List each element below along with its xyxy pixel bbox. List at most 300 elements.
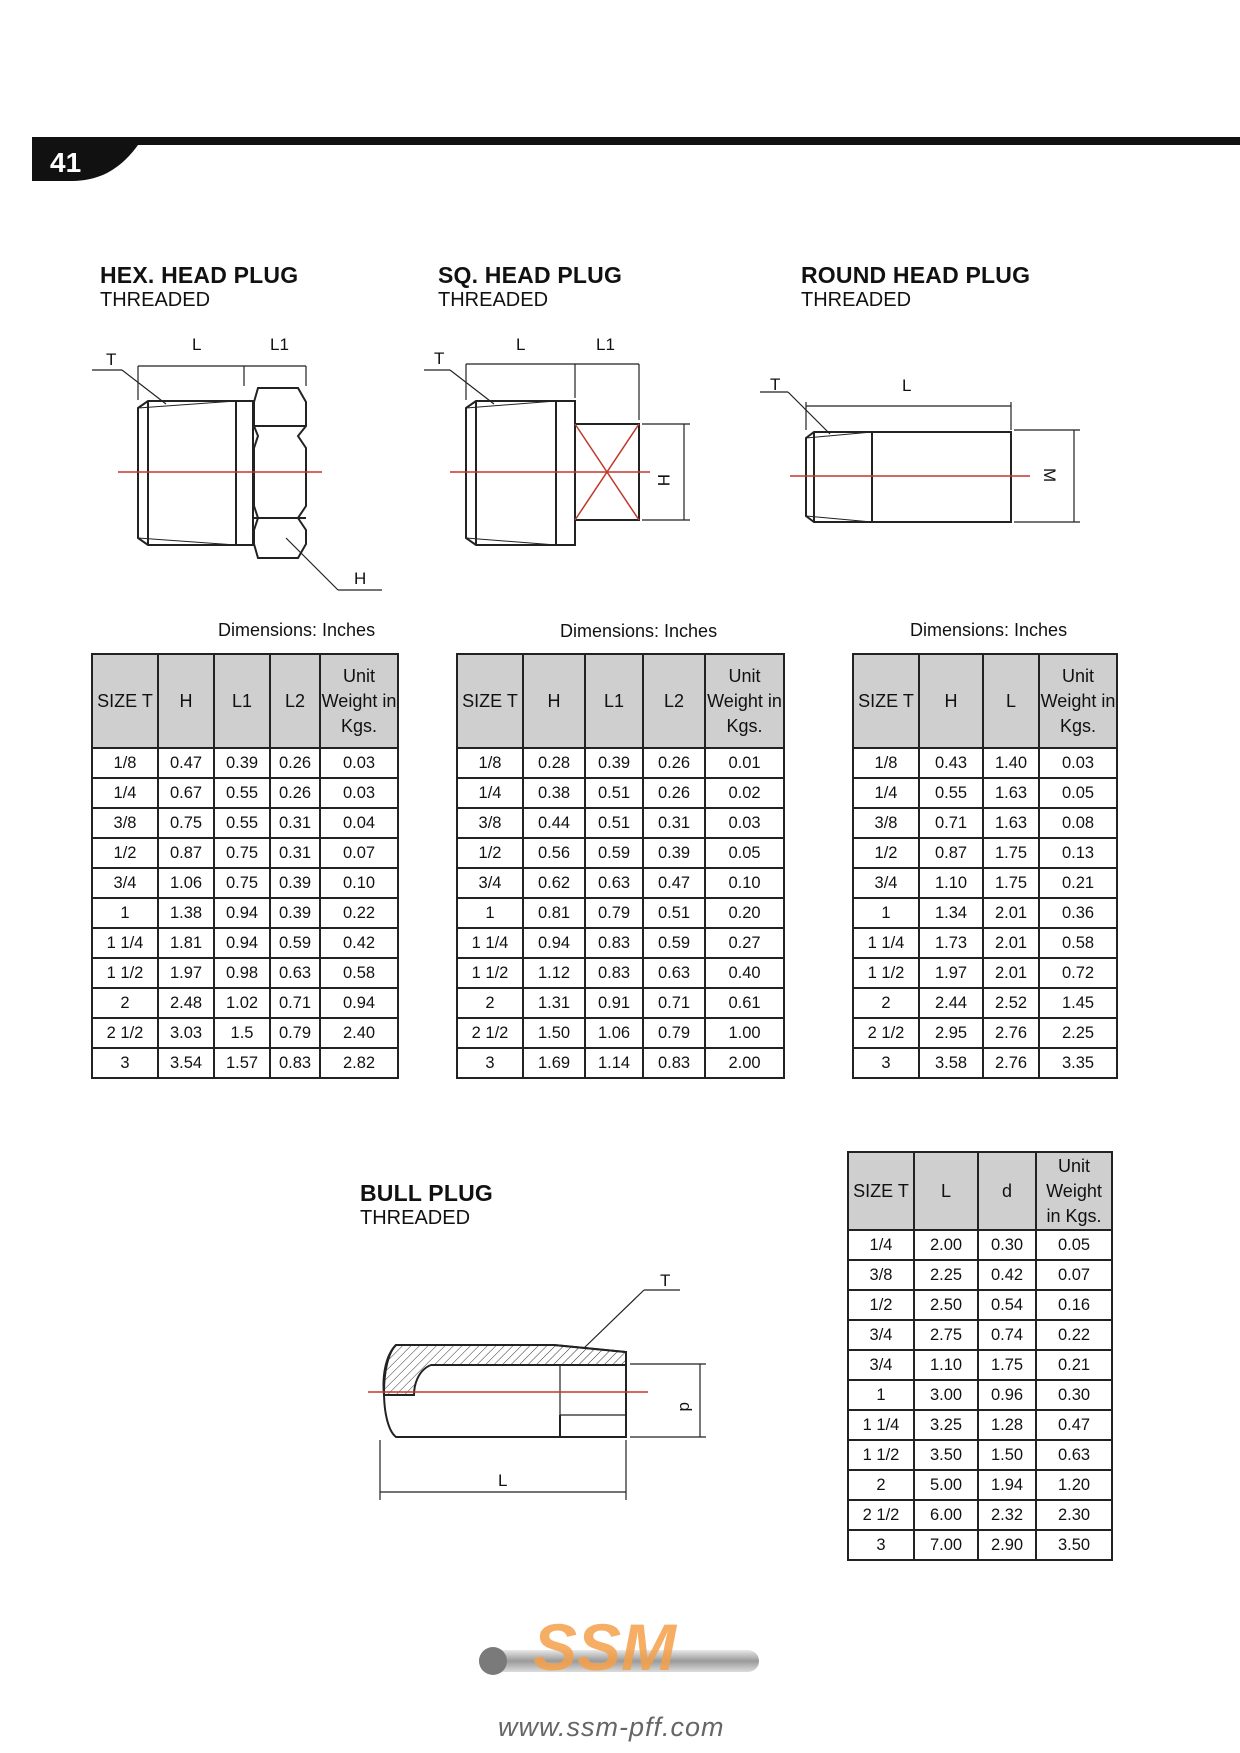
hex-table-cell: 0.39 <box>270 868 320 898</box>
sq-table-cell: 3/4 <box>457 868 523 898</box>
round-plug-table <box>852 653 1118 1079</box>
bull-table-cell: 3.25 <box>914 1410 978 1440</box>
bull-plug-table <box>847 1151 1113 1561</box>
round-col-h: H <box>919 654 983 748</box>
sq-table-body <box>457 748 784 1078</box>
hex-table-cell: 0.63 <box>270 958 320 988</box>
hex-table-cell: 0.87 <box>158 838 214 868</box>
bull-table-row <box>848 1320 1112 1350</box>
round-t-label: T <box>770 375 781 394</box>
hex-l-label: L <box>192 335 202 354</box>
round-col-weight: Unit Weight in Kgs. <box>1039 654 1117 748</box>
hex-table-cell: 0.03 <box>320 748 398 778</box>
round-table-cell: 0.87 <box>919 838 983 868</box>
sq-table-cell: 0.26 <box>643 778 705 808</box>
round-table-cell: 2.52 <box>983 988 1039 1018</box>
hex-table-cell: 3/4 <box>92 868 158 898</box>
round-table-cell: 3.58 <box>919 1048 983 1078</box>
round-table-body <box>853 748 1117 1078</box>
ssm-logo-text: SSM <box>533 1610 677 1684</box>
hex-table-cell: 1.81 <box>158 928 214 958</box>
sq-col-l1: L1 <box>585 654 643 748</box>
sq-table-cell: 0.28 <box>523 748 585 778</box>
round-table-row <box>853 988 1117 1018</box>
bull-table-row <box>848 1290 1112 1320</box>
hex-table-cell: 1/4 <box>92 778 158 808</box>
round-table-cell: 1/8 <box>853 748 919 778</box>
round-table-cell: 1.73 <box>919 928 983 958</box>
bull-table-row <box>848 1380 1112 1410</box>
sq-table-cell: 0.20 <box>705 898 784 928</box>
round-table-cell: 2.44 <box>919 988 983 1018</box>
round-table-row <box>853 1018 1117 1048</box>
sq-dimensions-label: Dimensions: Inches <box>560 621 718 641</box>
sq-table-cell: 0.44 <box>523 808 585 838</box>
sq-table-cell: 0.51 <box>643 898 705 928</box>
round-table-cell: 1.63 <box>983 808 1039 838</box>
sq-h-label: H <box>654 474 673 487</box>
bull-table-cell: 2 <box>848 1470 914 1500</box>
sq-table-cell: 0.51 <box>585 808 643 838</box>
hex-table-cell: 0.75 <box>158 808 214 838</box>
hex-table-cell: 0.55 <box>214 778 270 808</box>
bull-table-cell: 0.30 <box>1036 1380 1112 1410</box>
hex-table-cell: 0.59 <box>270 928 320 958</box>
round-table-cell: 1 1/4 <box>853 928 919 958</box>
sq-table-cell: 0.38 <box>523 778 585 808</box>
sq-table-cell: 0.05 <box>705 838 784 868</box>
sq-table-row <box>457 1018 784 1048</box>
sq-table-cell: 0.91 <box>585 988 643 1018</box>
sq-table-cell: 0.63 <box>643 958 705 988</box>
hex-table-cell: 3.54 <box>158 1048 214 1078</box>
round-table-cell: 0.43 <box>919 748 983 778</box>
hex-table-cell: 1/8 <box>92 748 158 778</box>
hex-table-cell: 0.04 <box>320 808 398 838</box>
round-table-cell: 2.01 <box>983 898 1039 928</box>
sq-table-row <box>457 928 784 958</box>
round-table-cell: 2.01 <box>983 958 1039 988</box>
sq-table-cell: 0.61 <box>705 988 784 1018</box>
sq-table-cell: 0.63 <box>585 868 643 898</box>
bull-table-cell: 1.50 <box>978 1440 1036 1470</box>
hex-table-row <box>92 1048 398 1078</box>
hex-table-cell: 0.26 <box>270 748 320 778</box>
bull-table-body <box>848 1230 1112 1560</box>
ssm-logo <box>475 1610 765 1685</box>
round-table-cell: 0.72 <box>1039 958 1117 988</box>
hex-table-cell: 0.10 <box>320 868 398 898</box>
bull-table-cell: 2.30 <box>1036 1500 1112 1530</box>
hex-table-cell: 1.5 <box>214 1018 270 1048</box>
sq-table-cell: 0.83 <box>643 1048 705 1078</box>
sq-table-row <box>457 988 784 1018</box>
hex-table-cell: 3.03 <box>158 1018 214 1048</box>
sq-table-cell: 1.31 <box>523 988 585 1018</box>
bull-table-cell: 0.22 <box>1036 1320 1112 1350</box>
round-table-cell: 0.71 <box>919 808 983 838</box>
bull-table-row <box>848 1530 1112 1560</box>
bull-table-cell: 5.00 <box>914 1470 978 1500</box>
round-table-row <box>853 898 1117 928</box>
bull-table-cell: 1 1/2 <box>848 1440 914 1470</box>
hex-table-cell: 1 <box>92 898 158 928</box>
hex-table-cell: 0.03 <box>320 778 398 808</box>
round-table-cell: 0.08 <box>1039 808 1117 838</box>
hex-table-cell: 0.75 <box>214 838 270 868</box>
round-table-cell: 1 1/2 <box>853 958 919 988</box>
round-m-label: M <box>1040 468 1059 483</box>
hex-table-cell: 1.57 <box>214 1048 270 1078</box>
round-table-cell: 1 <box>853 898 919 928</box>
round-table-row <box>853 928 1117 958</box>
sq-col-weight: Unit Weight in Kgs. <box>705 654 784 748</box>
hex-table-cell: 1.38 <box>158 898 214 928</box>
sq-plug-title: SQ. HEAD PLUG <box>438 262 623 288</box>
round-table-cell: 3/8 <box>853 808 919 838</box>
hex-table-cell: 1.02 <box>214 988 270 1018</box>
round-table-cell: 2 <box>853 988 919 1018</box>
hex-table-row <box>92 898 398 928</box>
sq-table-cell: 0.56 <box>523 838 585 868</box>
round-table-cell: 0.13 <box>1039 838 1117 868</box>
sq-l-label: L <box>516 335 526 354</box>
hex-table-cell: 0.83 <box>270 1048 320 1078</box>
hex-table-cell: 0.55 <box>214 808 270 838</box>
bull-col-size: SIZE T <box>848 1152 914 1230</box>
sq-table-cell: 0.10 <box>705 868 784 898</box>
hex-table-cell: 1.06 <box>158 868 214 898</box>
hex-table-cell: 2.40 <box>320 1018 398 1048</box>
hex-col-l2: L2 <box>270 654 320 748</box>
hex-col-h: H <box>158 654 214 748</box>
round-col-size: SIZE T <box>853 654 919 748</box>
bull-d-label: d <box>676 1402 695 1412</box>
hex-table-body <box>92 748 398 1078</box>
hex-table-header <box>92 654 398 748</box>
bull-table-cell: 1 <box>848 1380 914 1410</box>
round-table-cell: 1/2 <box>853 838 919 868</box>
bull-table-cell: 0.16 <box>1036 1290 1112 1320</box>
hex-col-weight: Unit Weight in Kgs. <box>320 654 398 748</box>
hex-table-cell: 2.48 <box>158 988 214 1018</box>
bull-table-cell: 0.21 <box>1036 1350 1112 1380</box>
hex-table-cell: 0.47 <box>158 748 214 778</box>
bull-table-cell: 2.32 <box>978 1500 1036 1530</box>
round-dimensions-label: Dimensions: Inches <box>910 620 1068 640</box>
sq-table-cell: 1.50 <box>523 1018 585 1048</box>
sq-table-cell: 1 1/2 <box>457 958 523 988</box>
sq-table-cell: 0.31 <box>643 808 705 838</box>
sq-table-cell: 2 <box>457 988 523 1018</box>
hex-table-cell: 0.58 <box>320 958 398 988</box>
hex-table-cell: 0.07 <box>320 838 398 868</box>
sq-table-cell: 0.83 <box>585 958 643 988</box>
bull-table-row <box>848 1470 1112 1500</box>
sq-table-cell: 1.12 <box>523 958 585 988</box>
hex-table-row <box>92 808 398 838</box>
bull-col-l: L <box>914 1152 978 1230</box>
sq-table-cell: 0.83 <box>585 928 643 958</box>
hex-table-row <box>92 778 398 808</box>
bull-table-cell: 3 <box>848 1530 914 1560</box>
sq-table-cell: 0.59 <box>643 928 705 958</box>
round-table-cell: 1.40 <box>983 748 1039 778</box>
sq-plug-subtitle: THREADED <box>438 289 549 311</box>
round-table-cell: 2.01 <box>983 928 1039 958</box>
sq-table-cell: 0.94 <box>523 928 585 958</box>
round-table-cell: 0.58 <box>1039 928 1117 958</box>
bull-table-cell: 1.20 <box>1036 1470 1112 1500</box>
sq-table-cell: 0.26 <box>643 748 705 778</box>
bull-table-cell: 2.25 <box>914 1260 978 1290</box>
sq-l1-label: L1 <box>596 335 615 354</box>
hex-table-cell: 0.39 <box>214 748 270 778</box>
hex-table-row <box>92 988 398 1018</box>
hex-table-row <box>92 958 398 988</box>
hex-table-cell: 0.71 <box>270 988 320 1018</box>
round-table-cell: 0.36 <box>1039 898 1117 928</box>
sq-table-cell: 1/2 <box>457 838 523 868</box>
hex-h-label: H <box>354 569 367 588</box>
bull-table-cell: 7.00 <box>914 1530 978 1560</box>
sq-table-row <box>457 808 784 838</box>
sq-table-cell: 0.01 <box>705 748 784 778</box>
hex-t-label: T <box>106 350 117 369</box>
bull-table-cell: 3.50 <box>914 1440 978 1470</box>
top-rule <box>32 137 1240 145</box>
hex-table-cell: 0.79 <box>270 1018 320 1048</box>
sq-table-cell: 0.71 <box>643 988 705 1018</box>
bull-col-d: d <box>978 1152 1036 1230</box>
sq-table-row <box>457 778 784 808</box>
hex-table-cell: 0.98 <box>214 958 270 988</box>
sq-table-cell: 3 <box>457 1048 523 1078</box>
bull-col-weight: Unit Weight in Kgs. <box>1036 1152 1112 1230</box>
round-table-cell: 2.25 <box>1039 1018 1117 1048</box>
round-table-cell: 3.35 <box>1039 1048 1117 1078</box>
sq-table-header <box>457 654 784 748</box>
bull-table-cell: 0.30 <box>978 1230 1036 1260</box>
hex-table-cell: 0.22 <box>320 898 398 928</box>
round-l-label: L <box>902 376 912 395</box>
sq-table-cell: 1.00 <box>705 1018 784 1048</box>
bull-table-row <box>848 1350 1112 1380</box>
round-table-cell: 0.05 <box>1039 778 1117 808</box>
sq-table-cell: 1/8 <box>457 748 523 778</box>
sq-table-row <box>457 748 784 778</box>
round-table-cell: 3 <box>853 1048 919 1078</box>
bull-table-cell: 0.96 <box>978 1380 1036 1410</box>
hex-table-cell: 2 1/2 <box>92 1018 158 1048</box>
bull-table-cell: 3/8 <box>848 1260 914 1290</box>
bull-table-cell: 2.90 <box>978 1530 1036 1560</box>
sq-table-cell: 0.51 <box>585 778 643 808</box>
bull-table-cell: 0.07 <box>1036 1260 1112 1290</box>
round-table-row <box>853 958 1117 988</box>
bull-table-cell: 1.28 <box>978 1410 1036 1440</box>
bull-table-cell: 0.05 <box>1036 1230 1112 1260</box>
round-table-cell: 2.76 <box>983 1048 1039 1078</box>
bull-table-cell: 3/4 <box>848 1350 914 1380</box>
round-table-row <box>853 778 1117 808</box>
sq-table-cell: 0.27 <box>705 928 784 958</box>
sq-col-size: SIZE T <box>457 654 523 748</box>
round-table-cell: 0.21 <box>1039 868 1117 898</box>
sq-table-cell: 0.47 <box>643 868 705 898</box>
sq-table-cell: 0.79 <box>643 1018 705 1048</box>
hex-table-cell: 0.94 <box>320 988 398 1018</box>
hex-l1-label: L1 <box>270 335 289 354</box>
bull-table-cell: 1 1/4 <box>848 1410 914 1440</box>
round-table-cell: 3/4 <box>853 868 919 898</box>
hex-plug-title: HEX. HEAD PLUG <box>100 262 299 288</box>
sq-table-cell: 0.40 <box>705 958 784 988</box>
hex-table-cell: 0.94 <box>214 898 270 928</box>
bull-table-row <box>848 1230 1112 1260</box>
bull-t-label: T <box>660 1271 671 1290</box>
hex-table-cell: 1 1/4 <box>92 928 158 958</box>
website-url: www.ssm-pff.com <box>498 1712 725 1742</box>
page-number-tab <box>32 145 138 181</box>
round-table-cell: 1.63 <box>983 778 1039 808</box>
sq-table-row <box>457 898 784 928</box>
sq-table-cell: 0.03 <box>705 808 784 838</box>
sq-col-h: H <box>523 654 585 748</box>
round-table-row <box>853 868 1117 898</box>
bull-table-cell: 0.74 <box>978 1320 1036 1350</box>
hex-table-row <box>92 748 398 778</box>
hex-table-cell: 0.26 <box>270 778 320 808</box>
sq-t-label: T <box>434 349 445 368</box>
round-table-header <box>853 654 1117 748</box>
sq-table-row <box>457 838 784 868</box>
bull-table-cell: 1/4 <box>848 1230 914 1260</box>
bull-l-label: L <box>498 1471 508 1490</box>
sq-table-cell: 0.59 <box>585 838 643 868</box>
hex-table-row <box>92 1018 398 1048</box>
hex-table-cell: 2.82 <box>320 1048 398 1078</box>
sq-table-row <box>457 958 784 988</box>
hex-table-row <box>92 838 398 868</box>
bull-table-row <box>848 1500 1112 1530</box>
round-table-row <box>853 748 1117 778</box>
round-table-cell: 2 1/2 <box>853 1018 919 1048</box>
sq-table-cell: 0.81 <box>523 898 585 928</box>
round-table-row <box>853 1048 1117 1078</box>
hex-table-cell: 0.75 <box>214 868 270 898</box>
page-number: 41 <box>50 147 82 178</box>
round-table-row <box>853 808 1117 838</box>
round-table-cell: 2.76 <box>983 1018 1039 1048</box>
sq-table-cell: 0.39 <box>643 838 705 868</box>
sq-table-cell: 1/4 <box>457 778 523 808</box>
hex-table-cell: 1/2 <box>92 838 158 868</box>
bull-table-row <box>848 1440 1112 1470</box>
round-col-l: L <box>983 654 1039 748</box>
round-table-cell: 1.10 <box>919 868 983 898</box>
round-table-cell: 1.97 <box>919 958 983 988</box>
hex-table-cell: 0.31 <box>270 808 320 838</box>
sq-table-row <box>457 868 784 898</box>
round-table-cell: 0.55 <box>919 778 983 808</box>
sq-table-cell: 1 1/4 <box>457 928 523 958</box>
bull-table-cell: 1/2 <box>848 1290 914 1320</box>
round-table-cell: 1.45 <box>1039 988 1117 1018</box>
bull-plug-subtitle: THREADED <box>360 1207 471 1229</box>
round-table-cell: 2.95 <box>919 1018 983 1048</box>
bull-table-cell: 0.42 <box>978 1260 1036 1290</box>
sq-table-cell: 2.00 <box>705 1048 784 1078</box>
sq-col-l2: L2 <box>643 654 705 748</box>
bull-table-cell: 6.00 <box>914 1500 978 1530</box>
hex-table-cell: 3 <box>92 1048 158 1078</box>
bull-table-cell: 0.54 <box>978 1290 1036 1320</box>
hex-table-cell: 0.42 <box>320 928 398 958</box>
bull-table-cell: 3.50 <box>1036 1530 1112 1560</box>
bull-table-row <box>848 1410 1112 1440</box>
bull-table-row <box>848 1260 1112 1290</box>
sq-table-cell: 1 <box>457 898 523 928</box>
round-plug-title: ROUND HEAD PLUG <box>801 262 1031 288</box>
sq-table-cell: 1.06 <box>585 1018 643 1048</box>
round-table-cell: 1/4 <box>853 778 919 808</box>
bull-table-cell: 0.47 <box>1036 1410 1112 1440</box>
hex-dimensions-label: Dimensions: Inches <box>218 620 376 640</box>
hex-plug-subtitle: THREADED <box>100 289 211 311</box>
round-table-row <box>853 838 1117 868</box>
bull-table-cell: 2.00 <box>914 1230 978 1260</box>
sq-table-cell: 1.14 <box>585 1048 643 1078</box>
hex-table-cell: 0.67 <box>158 778 214 808</box>
bull-table-cell: 3/4 <box>848 1320 914 1350</box>
bull-table-header <box>848 1152 1112 1230</box>
hex-table-cell: 0.39 <box>270 898 320 928</box>
hex-table-cell: 2 <box>92 988 158 1018</box>
sq-table-row <box>457 1048 784 1078</box>
hex-table-cell: 1 1/2 <box>92 958 158 988</box>
bull-table-cell: 2.75 <box>914 1320 978 1350</box>
hex-table-cell: 1.97 <box>158 958 214 988</box>
sq-table-cell: 0.02 <box>705 778 784 808</box>
round-plug-subtitle: THREADED <box>801 289 912 311</box>
hex-table-cell: 0.94 <box>214 928 270 958</box>
bull-table-cell: 2 1/2 <box>848 1500 914 1530</box>
bull-table-cell: 3.00 <box>914 1380 978 1410</box>
sq-plug-table <box>456 653 785 1079</box>
sq-table-cell: 0.79 <box>585 898 643 928</box>
round-table-cell: 1.75 <box>983 868 1039 898</box>
bull-table-cell: 0.63 <box>1036 1440 1112 1470</box>
hex-col-l1: L1 <box>214 654 270 748</box>
sq-table-cell: 3/8 <box>457 808 523 838</box>
hex-col-size: SIZE T <box>92 654 158 748</box>
round-table-cell: 1.34 <box>919 898 983 928</box>
hex-table-cell: 3/8 <box>92 808 158 838</box>
hex-table-row <box>92 868 398 898</box>
round-table-cell: 1.75 <box>983 838 1039 868</box>
hex-plug-table <box>91 653 399 1079</box>
hex-table-cell: 0.31 <box>270 838 320 868</box>
sq-table-cell: 0.39 <box>585 748 643 778</box>
round-table-cell: 0.03 <box>1039 748 1117 778</box>
bull-table-cell: 2.50 <box>914 1290 978 1320</box>
sq-table-cell: 2 1/2 <box>457 1018 523 1048</box>
sq-table-cell: 1.69 <box>523 1048 585 1078</box>
bull-table-cell: 1.10 <box>914 1350 978 1380</box>
bull-plug-title: BULL PLUG <box>360 1180 493 1206</box>
hex-table-row <box>92 928 398 958</box>
